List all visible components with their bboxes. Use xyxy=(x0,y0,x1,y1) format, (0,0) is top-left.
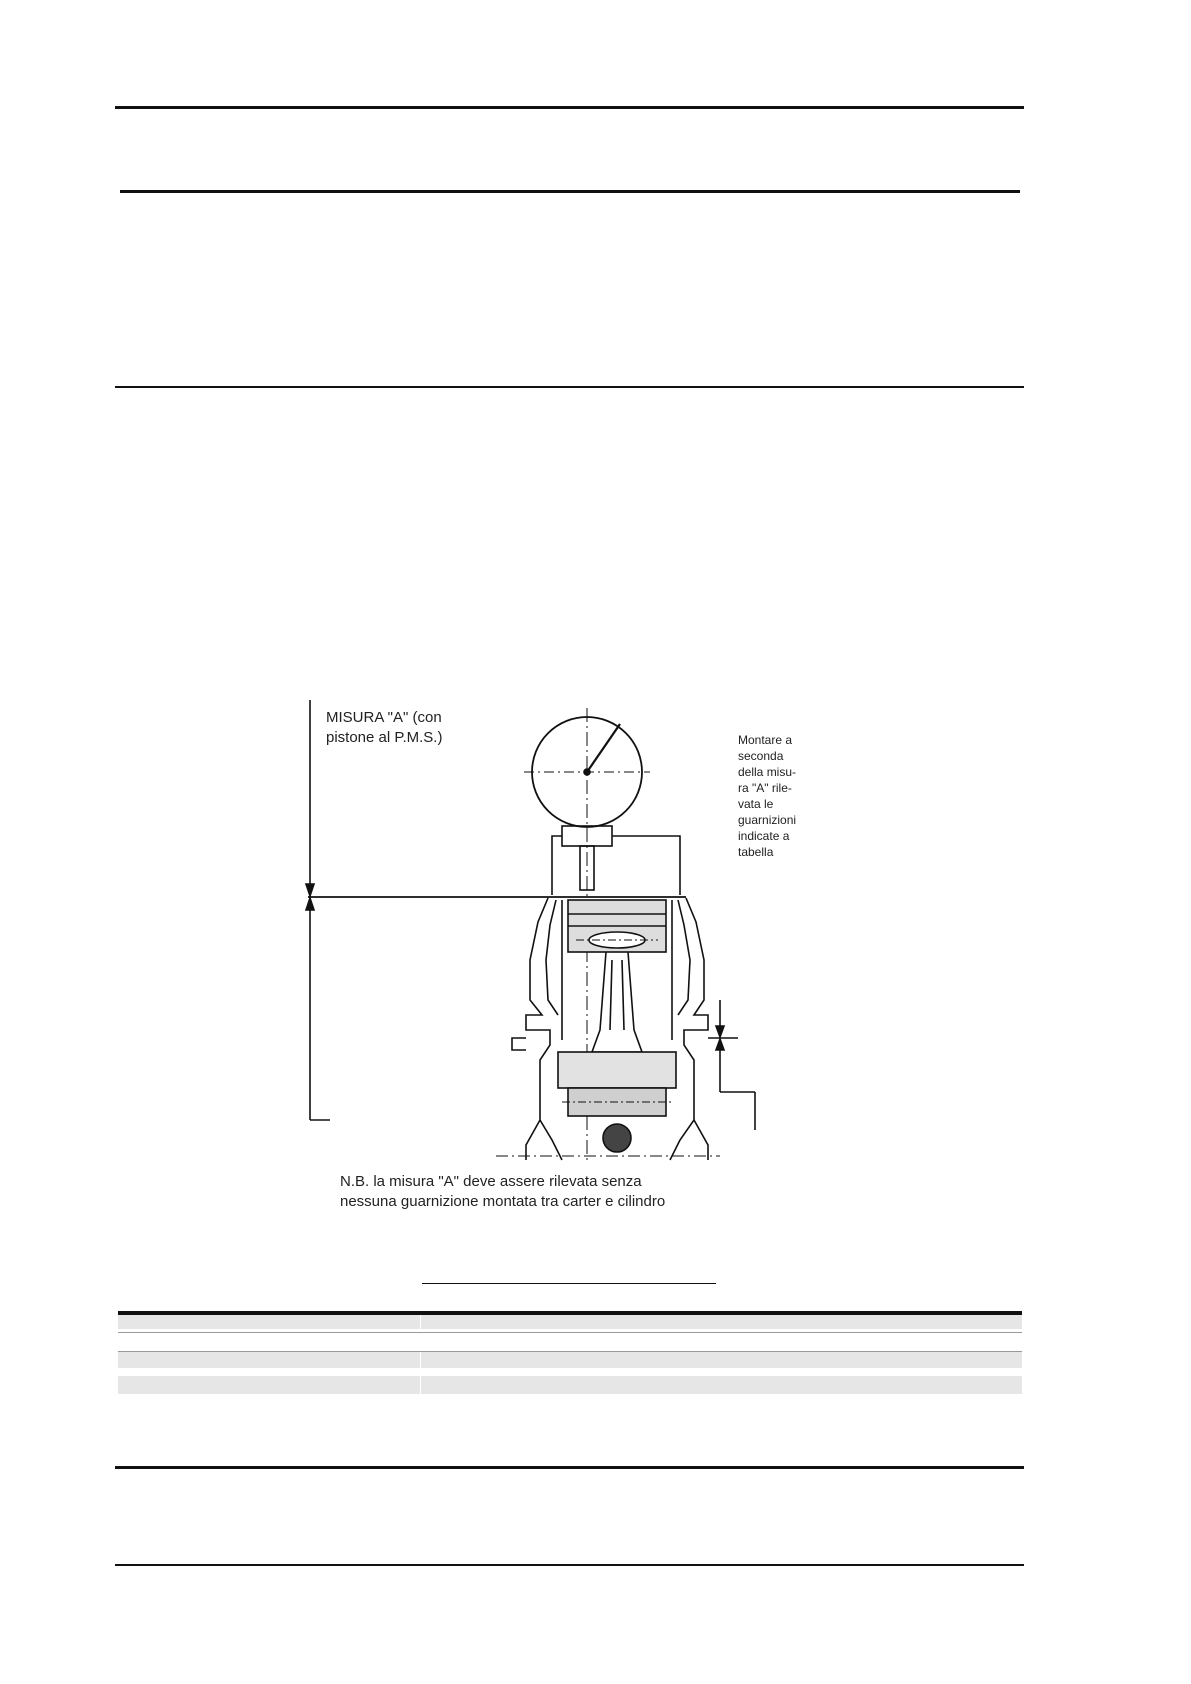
table-row xyxy=(118,1352,1022,1368)
measure-label-line-2: pistone al P.M.S.) xyxy=(326,729,443,746)
note-label-line-2: nessuna guarnizione montata tra carter e cilindro xyxy=(340,1193,666,1210)
footer-top-rule xyxy=(115,1466,1024,1469)
table-row xyxy=(118,1376,1022,1394)
note-label-line-1: N.B. la misura "A" deve assere rilevata senza xyxy=(340,1173,642,1190)
footer-bottom-rule xyxy=(115,1564,1024,1566)
table-row-divider xyxy=(118,1332,1022,1333)
side-label-line-1: Montare a xyxy=(738,733,793,747)
caption-underline xyxy=(422,1283,716,1284)
side-label-line-2: seconda xyxy=(738,749,784,763)
section-divider-rule xyxy=(115,386,1024,388)
header-top-rule xyxy=(115,106,1024,109)
cylinder-measurement-diagram xyxy=(300,700,820,1220)
side-label-line-5: vata le xyxy=(738,797,774,811)
header-bottom-rule xyxy=(120,190,1020,193)
side-label-line-3: della misu- xyxy=(738,765,797,779)
measure-label-line-1: MISURA "A" (con xyxy=(326,709,442,726)
side-label-line-6: guarnizioni xyxy=(738,813,797,827)
side-label-line-4: ra "A" rile- xyxy=(738,781,792,795)
side-label-line-8: tabella xyxy=(738,845,774,859)
side-label-line-7: indicate a xyxy=(738,829,790,843)
table-row xyxy=(118,1315,1022,1329)
